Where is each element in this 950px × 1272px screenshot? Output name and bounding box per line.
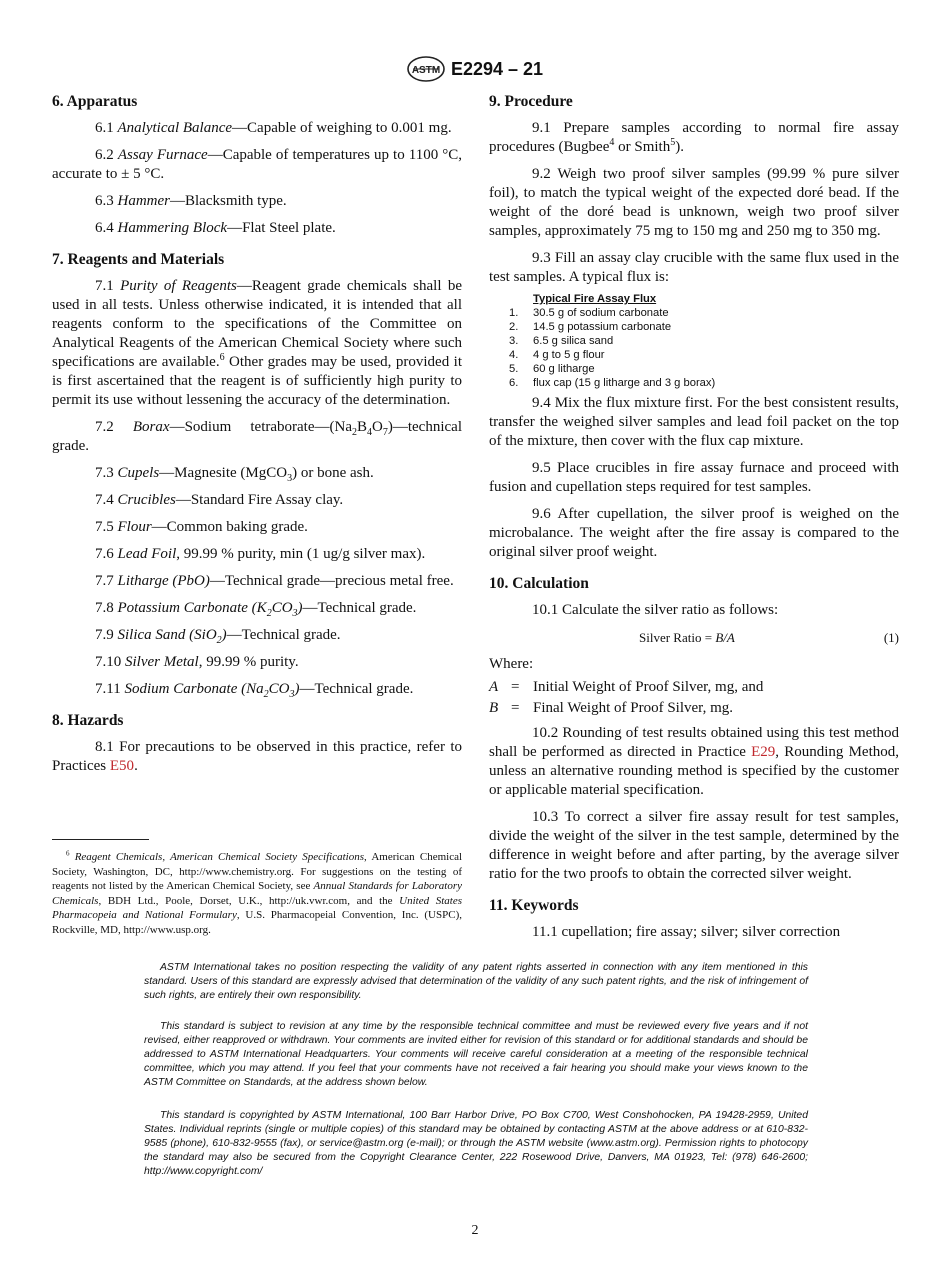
para-6-3: 6.3 Hammer—Blacksmith type. [95,193,287,209]
para-7-6: 7.6 Lead Foil, 99.99 % purity, min (1 ug/g silver max). [95,546,426,562]
para-9-4: 9.4 Mix the flux mixture first. For the best consistent results, transfer the weighed silver samples and lead foil packet on the top of the mixture, then cover with the flux cap mixture. [489,395,899,449]
list-item: 3. 6.5 g silica sand [509,335,614,347]
section-heading-7: 7. Reagents and Materials [52,251,225,268]
where-label: Where: [489,656,534,672]
para-7-3: 7.3 Cupels—Magnesite (MgCO$_3$) or bone ash. [95,465,374,484]
para-7-11: 7.11 Sodium Carbonate $(Na_2CO_3)—Technical$ grade. [95,681,414,700]
link-e50[interactable]: E50 [109,758,135,774]
para-9-5: 9.5 Place crucibles in fire assay furnace and proceed with fusion and cupellation steps required for test samples. [489,460,899,495]
revision-notice: This standard is subject to revision at any time by the responsible technical committee and must be reviewed every five years and if not revised, either reapproved or withdrawn. Your comments are invited either for revision of this standard or for additional standards and should be addressed to ASTM International Headquarters. Your comments will receive careful consideration at a meeting of the responsible technical committee, which you may attend. If you feel that your comments have not received a fair hearing you should make your views known to the ASTM Committee on Standards, at the address shown below. [144,1021,808,1088]
para-7-1: 7.1 Purity of Reagents—Reagent grade chemicals shall be used in all tests. Unless otherwise indicated, it is intended that all reagents conform to the specifications of the Committee on Analytical Reagents of the American Chemical Society where such specifications are available.$^6$ Other grades may be used, provided it is first ascertained that the reagent is of sufficiently high purity to permit its use without lessening the accuracy of the determination. [52,278,462,408]
section-heading-6: 6. Apparatus [52,93,138,110]
para-10-3: 10.3 To correct a silver fire assay result for test samples, divide the weight of the silver in the test sample, determined by the difference in weight before and after parting, by the average silver ratio for the two proofs to obtain the corrected silver weight. [489,809,899,882]
para-10-2: 10.2 Rounding of test results obtained using this test method shall be performed as directed in Practice E29, Rounding Method, unless an alternative rounding method is specified by the customer or applicable material specification. [489,725,899,798]
para-8-1: 8.1 For precautions to be observed in this practice, refer to Practices E50. [52,739,462,774]
link-e29[interactable]: E29 [751,744,776,760]
footnote-divider [52,839,149,840]
astm-logo-icon [407,56,445,82]
para-9-3: 9.3 Fill an assay clay crucible with the same flux used in the test samples. A typical flux is: [489,250,899,285]
list-item: 1. 30.5 g of sodium carbonate [509,307,669,319]
list-item: 2. 14.5 g potassium carbonate [509,321,672,333]
para-7-7: 7.7 Litharge (PbO)—Technical grade—precious metal free. [95,573,454,589]
definition-b: B = Final Weight of Proof Silver, mg. [489,700,733,716]
para-11-1: 11.1 cupellation; fire assay; silver; silver correction [532,924,841,940]
footnote-6: $^6$ Reagent Chemicals, American Chemical Society Specifications, American Chemical Society, Washington, DC, http://www.chemistry.org. For suggestions on the testing of reagents not listed by the American Chemical Society, see Annual Standards for Laboratory Chemicals, BDH Ltd., Poole, Dorset, U.K., http://uk.vwr.com, and the United States Pharmacopeia and National Formulary, U.S. Pharmacopeial Convention, Inc. (USPC), Rockville, MD, http://www.usp.org. [52,849,463,936]
para-7-5: 7.5 Flour—Common baking grade. [95,519,308,535]
para-10-1: 10.1 Calculate the silver ratio as follows: [532,602,779,618]
equation-number: (1) [883,630,899,645]
standard-code: E2294 – 21 [450,58,544,79]
section-heading-10: 10. Calculation [489,575,589,592]
list-item: 6. flux cap (15 g litharge and 3 g borax) [509,377,716,389]
flux-title: Typical Fire Assay Flux [533,293,657,305]
right-column [489,92,899,950]
flux-list [509,292,899,390]
patent-notice: ASTM International takes no position respecting the validity of any patent rights asserted in connection with any item mentioned in this standard. Users of this standard are expressly advised that determination of the validity of any such patent rights, and the risk of infringement of such rights, are entirely their own responsibility. [144,962,808,1001]
para-9-2: 9.2 Weigh two proof silver samples (99.99 % pure silver foil), to match the typical weight of the expected doré bead. If the weight of the doré bead is unknown, weigh two proof silver samples, approximately 75 mg to 150 mg and 250 mg to 350 mg. [489,166,899,239]
section-heading-8: 8. Hazards [52,712,124,729]
list-item: 4. 4 g to 5 g flour [509,349,605,361]
para-6-4: 6.4 Hammering Block—Flat Steel plate. [95,220,336,236]
para-7-8: 7.8 Potassium Carbonate $(K_2CO_3)—Technical$ grade. [95,600,417,619]
copyright-notice: This standard is copyrighted by ASTM International, 100 Barr Harbor Drive, PO Box C700, West Conshohocken, PA 19428-2959, United States. Individual reprints (single or multiple copies) of this standard may be obtained by contacting ASTM at the above address or at 610-832-9585 (phone), 610-832-9555 (fax), or service@astm.org (e-mail); or through the ASTM website (www.astm.org). Permission rights to photocopy the standard may also be secured from the Copyright Clearance Center, 222 Rosewood Drive, Danvers, MA 01923, Tel: (978) 646-2600; http://www.copyright.com/ [144,1110,808,1177]
equation-1: Silver Ratio = B/A (1) [639,630,899,645]
para-7-9: 7.9 Silica Sand (SiO$_2$)—Technical grade. [95,627,341,646]
left-column [52,92,462,784]
page-header [0,56,950,84]
svg-text:ASTM: ASTM [411,65,441,76]
section-heading-9: 9. Procedure [489,93,573,110]
para-9-6: 9.6 After cupellation, the silver proof is weighed on the microbalance. The weight after the fire assay is compared to the original silver proof weight. [489,506,899,560]
section-heading-11: 11. Keywords [489,897,579,914]
page-number: 2 [471,1223,479,1238]
para-9-1: 9.1 Prepare samples according to normal fire assay procedures (Bugbee$^4$ or Smith$^5$). [489,120,899,155]
definition-a: A = Initial Weight of Proof Silver, mg, and [489,679,764,695]
para-7-10: 7.10 Silver Metal, 99.99 % purity. [95,654,299,670]
list-item: 5. 60 g litharge [509,363,595,375]
para-6-2: 6.2 Assay Furnace—Capable of temperatures up to 1100 °C, accurate to ± 5 °C. [52,147,463,182]
para-7-4: 7.4 Crucibles—Standard Fire Assay clay. [95,492,344,508]
para-6-1: 6.1 Analytical Balance—Capable of weighing to 0.001 mg. [95,120,452,136]
para-7-2: 7.2 Borax—Sodium $tetraborate—(Na_2B_4O_7)—technical$ grade. [52,419,462,454]
footnote-ref-6[interactable]: 6 [219,352,225,363]
